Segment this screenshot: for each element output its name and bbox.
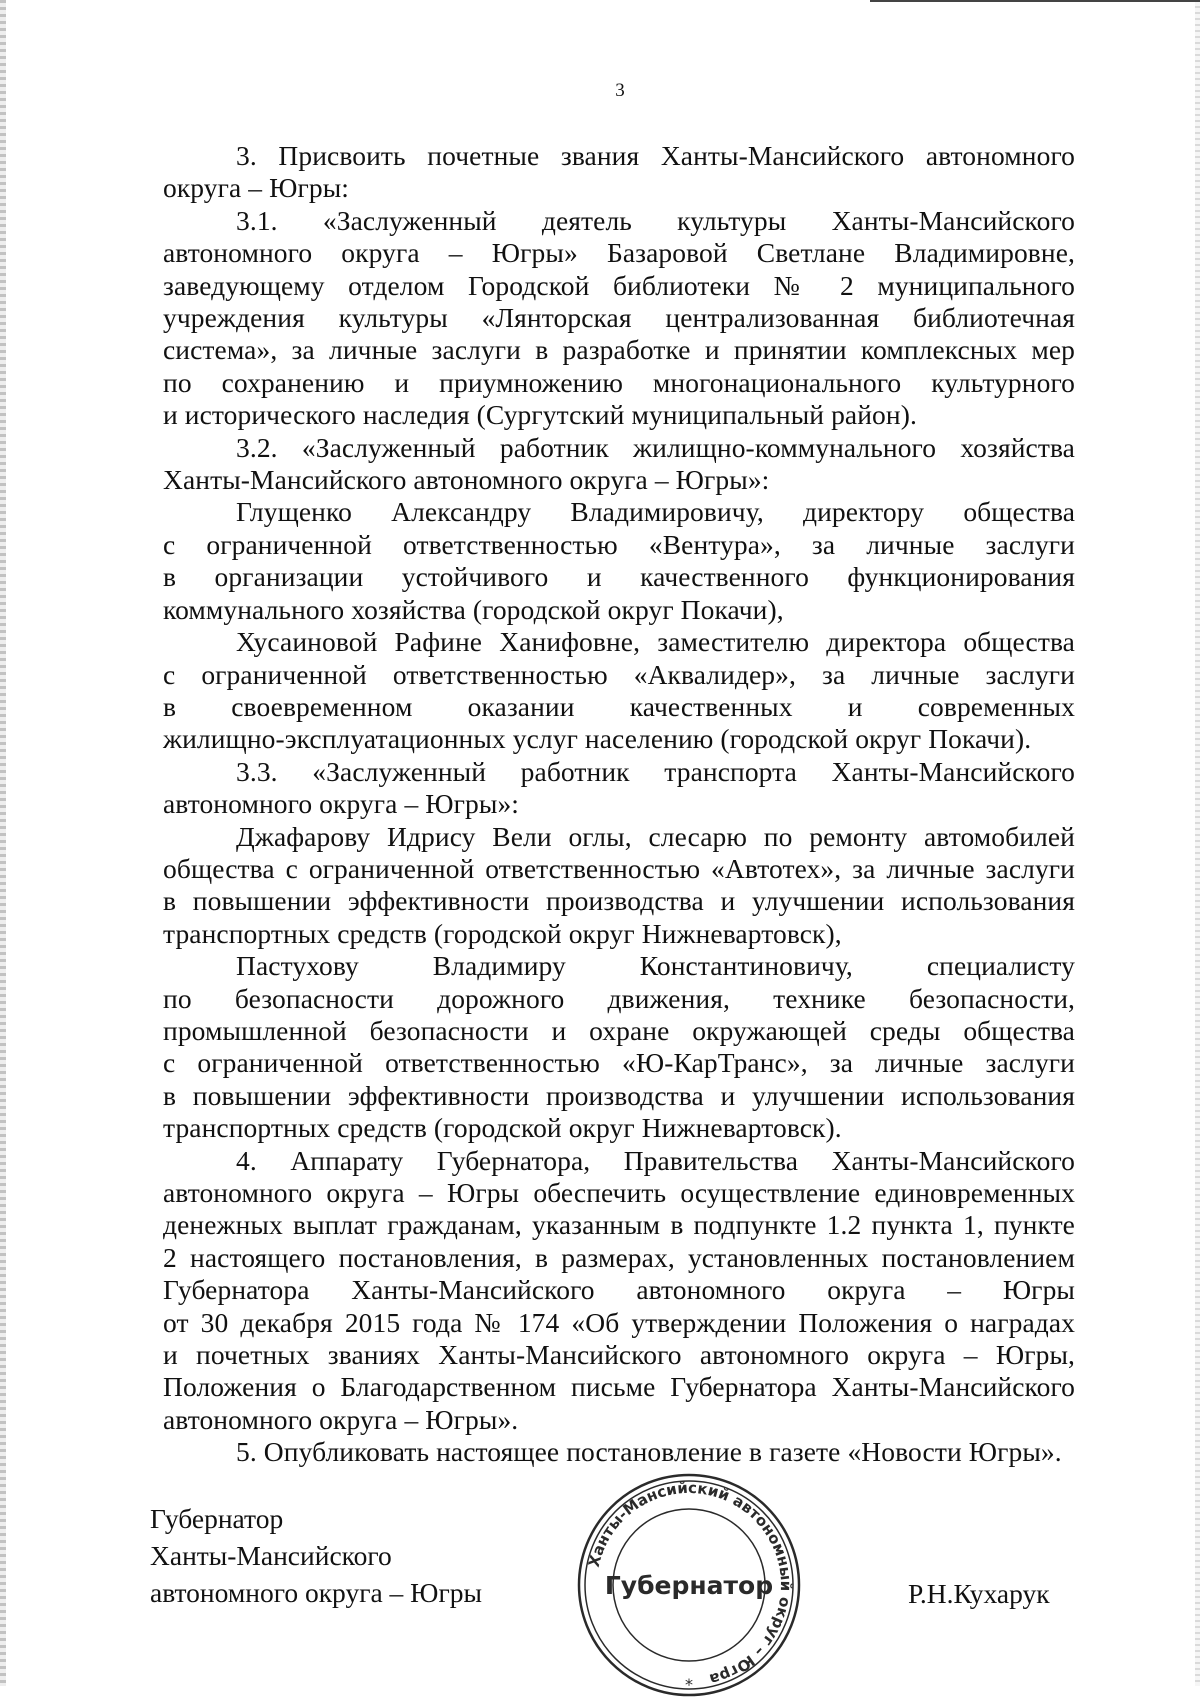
paragraph-7-line-3: в повышении эффективности производства и улучшении использования [163,885,1075,917]
scan-right-edge [1195,0,1200,1686]
paragraph-5-line-3: в своевременном оказании качественных и современных [163,690,1075,722]
paragraph-8-line-3: промышленной безопасности и охране окружающей среды общества [163,1014,1075,1046]
paragraph-9-line-6: от 30 декабря 2015 года № 174 «Об утверждении Положения о наградах [163,1306,1075,1338]
paragraph-9-line-9: автономного округа – Югры». [163,1403,519,1435]
paragraph-3-line-2: Ханты-Мансийского автономного округа – Югры»: [163,464,770,496]
paragraph-8-line-4: с ограниченной ответственностью «Ю-КарТранс», за личные заслуги [163,1047,1075,1079]
paragraph-2-line-2: автономного округа – Югры» Базаровой Светлане Владимировне, [163,237,1075,269]
paragraph-1-line-1: 3. Присвоить почетные звания Ханты-Мансийского автономного [236,140,1075,171]
paragraph-2-line-5: система», за личные заслуги в разработке и принятии комплексных мер [163,334,1075,366]
paragraph-2-line-1: 3.1. «Заслуженный деятель культуры Ханты-Мансийского [236,204,1075,236]
paragraph-9-line-8: Положения о Благодарственном письме Губернатора Ханты-Мансийского [163,1371,1075,1403]
paragraph-9-line-4: 2 настоящего постановления, в размерах, установленных постановлением [163,1241,1075,1273]
signature-block [150,1500,482,1611]
paragraph-9-line-2: автономного округа – Югры обеспечить осуществление единовременных [163,1177,1075,1208]
paragraph-5-line-1: Хусаиновой Рафине Ханифовне, заместителю директора общества [236,626,1075,658]
official-seal [574,1470,804,1700]
paragraph-3-line-1: 3.2. «Заслуженный работник жилищно-коммунального хозяйства [236,431,1075,463]
paragraph-7-line-1: Джафарову Идрису Вели оглы, слесарю по ремонту автомобилей [236,820,1075,852]
paragraph-6-line-1: 3.3. «Заслуженный работник транспорта Ханты-Мансийского [236,755,1075,787]
seal-ring-textpath: Ханты-Мансийский автономный округ – Югра [584,1478,796,1689]
scan-top-rule [870,0,1200,2]
seal-star: * [685,1675,693,1694]
paragraph-7-line-4: транспортных средств (городской округ Нижневартовск), [163,917,842,949]
paragraph-8-line-5: в повышении эффективности производства и улучшении использования [163,1079,1075,1111]
paragraph-6-line-2: автономного округа – Югры»: [163,788,520,820]
paragraph-4-line-3: в организации устойчивого и качественного функционирования [163,561,1075,593]
paragraph-10-line-1: 5. Опубликовать настоящее постановление в газете «Новости Югры». [236,1436,1062,1468]
paragraph-5-line-4: жилищно-эксплуатационных услуг населению (городской округ Покачи). [163,723,1032,755]
paragraph-2-line-7: и исторического наследия (Сургутский муниципальный район). [163,399,917,431]
signer-title-line-3: автономного округа – Югры [150,1577,482,1608]
paragraph-5-line-2: с ограниченной ответственностью «Аквалидер», за личные заслуги [163,658,1075,690]
paragraph-4-line-1: Глущенко Александру Владимировичу, директору общества [236,496,1075,528]
paragraph-9-line-5: Губернатора Ханты-Мансийского автономного округа – Югры [163,1274,1075,1306]
paragraph-4-line-2: с ограниченной ответственностью «Вентура», за личные заслуги [163,528,1075,560]
paragraph-8-line-1: Пастухову Владимиру Константиновичу, специалисту [236,950,1075,982]
paragraph-8-line-6: транспортных средств (городской округ Нижневартовск). [163,1112,842,1144]
paragraph-2-line-4: учреждения культуры «Лянторская централизованная библиотечная [163,302,1075,334]
document-body [163,140,1075,1469]
scan-left-edge [0,0,6,1686]
paragraph-9-line-3: денежных выплат гражданам, указанным в подпункте 1.2 пункта 1, пункте [163,1209,1075,1241]
paragraph-2-line-3: заведующему отделом Городской библиотеки № 2 муниципального [163,269,1075,301]
paragraph-8-line-2: по безопасности дорожного движения, технике безопасности, [163,982,1075,1014]
paragraph-9-line-7: и почетных званиях Ханты-Мансийского автономного округа – Югры, [163,1339,1075,1371]
seal-center-text: Губернатор [604,1571,774,1600]
signer-name: Р.Н.Кухарук [908,1578,1050,1609]
page-number: 3 [615,80,625,101]
signer-title-line-2: Ханты-Мансийского [150,1540,392,1571]
paragraph-4-line-4: коммунального хозяйства (городской округ Покачи), [163,593,784,625]
paragraph-9-line-1: 4. Аппарату Губернатора, Правительства Ханты-Мансийского [236,1144,1075,1176]
paragraph-7-line-2: общества с ограниченной ответственностью «Автотех», за личные заслуги [163,852,1075,884]
paragraph-2-line-6: по сохранению и приумножению многонационального культурного [163,366,1075,398]
signer-title-line-1: Губернатор [150,1503,284,1534]
paragraph-1-line-2: округа – Югры: [163,172,350,204]
